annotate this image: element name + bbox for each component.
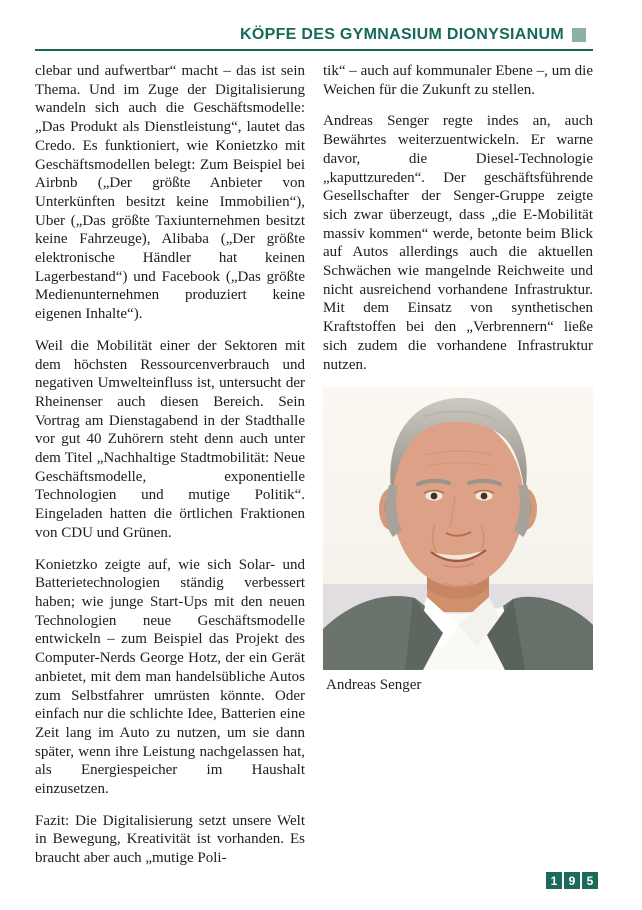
article-body <box>35 62 593 881</box>
paragraph: Konietzko zeigte auf, wie sich Solar- und Batterietechnologien ständig verbessert haben; wie junge Start-Ups mit den neuen Technologien neue Geschäftsmodelle entwickeln – zum Beispiel das Projekt des Computer-Nerds George Hotz, der ein Gerät anbietet, mit dem man handelsübliche Autos zum Selbstfahrer umrüsten könnte. Oder einfach nur die schlichte Idee, Batterien eine Zeit lang im Auto zu nutzen, um sie dann später, wenn ihre Leistung nachgelassen hat, als Energiespeicher im Haushalt einzusetzen. <box>35 556 305 798</box>
paragraph: Weil die Mobilität einer der Sektoren mit dem höchsten Ressourcenverbrauch und negativen Umwelteinfluss ist, untersucht der Rheinenser auch diesen Bereich. Sein Vortrag am Dienstagabend in der Stadthalle vor gut 40 Zuhörern steht denn auch unter dem Titel „Nachhaltige Stadtmobilität: Neue Geschäftsmodelle, exponentielle Technologien und mutige Politik“. Eingeladen hatten die örtlichen Fraktionen von CDU und Grünen. <box>35 337 305 541</box>
page-number <box>546 872 598 889</box>
paragraph: Fazit: Die Digitalisierung setzt unsere Welt in Bewegung, Kreativität ist vorhanden. Es braucht aber auch „mutige Poli- <box>35 812 305 867</box>
paragraph: clebar und aufwertbar“ macht – das ist sein Thema. Und im Zuge der Digitalisierung wandeln sich auch die Geschäftsmodelle: „Das Produkt als Dienstleistung“, lautet das Credo. Es funktioniert, wie Konietzko mit Geschäftsmodellen belegt: Zum Beispiel bei Airbnb („Der größte Anbieter von Unterkünften besitzt keine Immobilien“), Uber („Das größte Taxiunternehmen besitzt keine Fahrzeuge), Alibaba („Der größte elektronische Händler hat keinen Lagerbestand“) und Facebook („Das größte Medienunternehmen produziert keine eigenen Inhalte“). <box>35 63 305 323</box>
header-rule <box>35 49 593 51</box>
header-accent-square-icon <box>572 28 586 42</box>
page-number-digit: 9 <box>564 872 580 889</box>
paragraph: tik“ – auch auf kommunaler Ebene –, um die Weichen für die Zukunft zu stellen. <box>323 63 593 98</box>
portrait-photo-andreas-senger <box>323 387 593 670</box>
article-left-column <box>35 62 305 881</box>
portrait-figure <box>323 387 593 694</box>
paragraph: Andreas Senger regte indes an, auch Bewährtes weiterzuentwickeln. Er warne davor, die Diesel-Technologie „kaputtzureden“. Der geschäftsführende Gesellschafter der Senger-Gruppe zeigte sich zwar überzeugt, dass „die E-Mobilität massiv kommen“ werde, betonte beim Blick auf Autos allerdings auch die aktuellen Schwächen wie mangelnde Reichweite und nicht ausreichend vorhandene Infrastruktur. Mit dem Einsatz von synthetischen Kraftstoffen bei den „Verbrennern“ ließe sich zudem die vorhandene Infrastruktur nutzen. <box>323 113 593 373</box>
page-header-title: KÖPFE DES GYMNASIUM DIONYSIANUM <box>240 26 564 43</box>
photo-caption: Andreas Senger <box>326 677 422 694</box>
page-number-digit: 1 <box>546 872 562 889</box>
page-header <box>35 26 593 51</box>
article-right-column <box>323 62 593 881</box>
page-number-digit: 5 <box>582 872 598 889</box>
